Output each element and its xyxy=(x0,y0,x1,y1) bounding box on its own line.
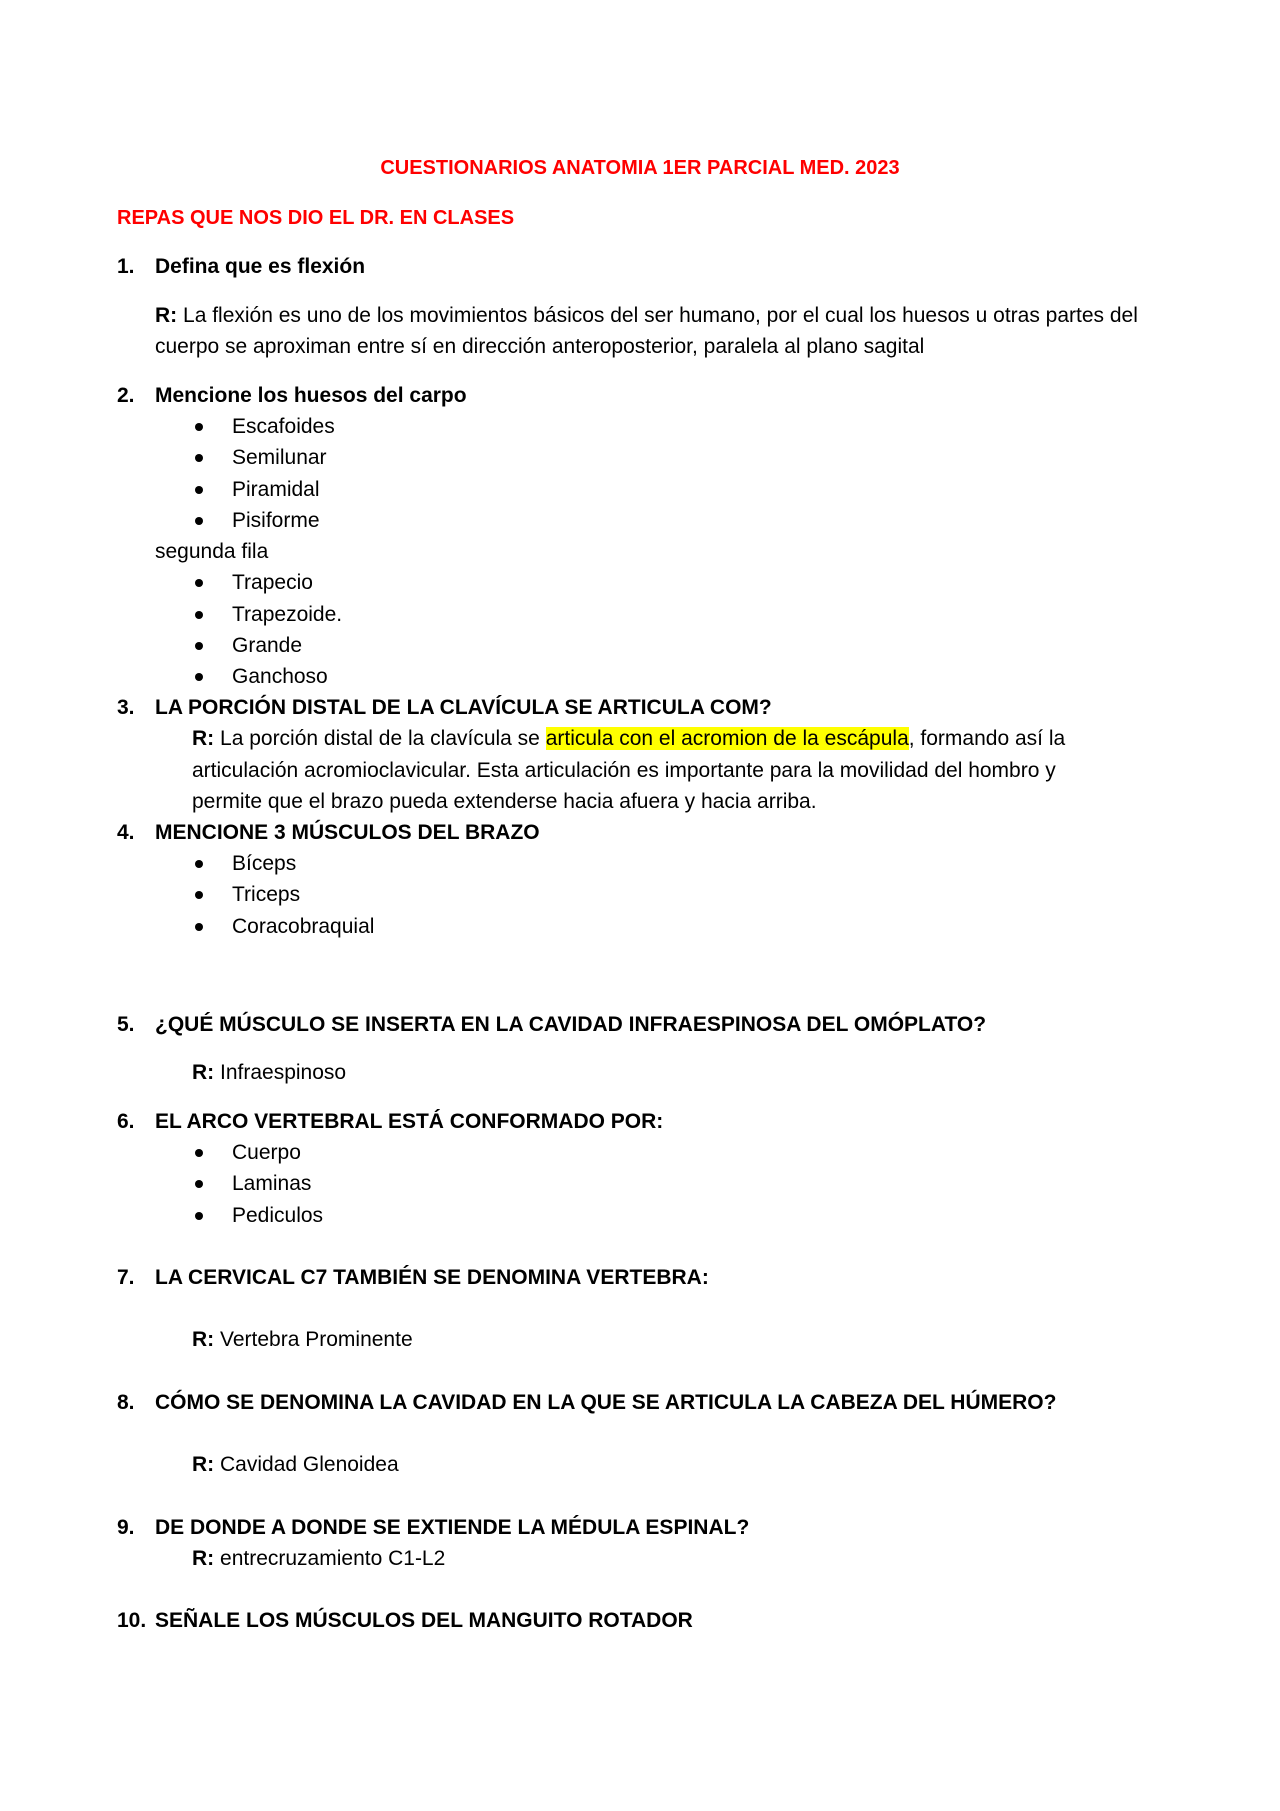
answer-3-line-1 xyxy=(192,725,1065,753)
list-item: Pediculos xyxy=(232,1204,324,1227)
question-number: 5. xyxy=(117,1013,135,1036)
answer-9 xyxy=(192,1545,445,1573)
document-title: CUESTIONARIOS ANATOMIA 1ER PARCIAL MED. 2023 xyxy=(380,157,900,179)
bullet-icon xyxy=(195,860,203,868)
question-number: 10. xyxy=(117,1609,147,1632)
bullet-icon xyxy=(195,579,203,587)
bullet-icon xyxy=(195,517,203,525)
bullet-icon xyxy=(195,1212,203,1220)
answer-text: La flexión es uno de los movimientos básicos del ser humano, por el cual los huesos u otras partes del xyxy=(183,304,1138,327)
answer-3-line-2: articulación acromioclavicular. Esta articulación es importante para la movilidad del hombro y xyxy=(192,759,1056,782)
bullet-icon xyxy=(195,891,203,899)
answer-7 xyxy=(192,1326,413,1354)
answer-prefix: R: xyxy=(192,1328,215,1351)
highlighted-text: articula con el acromion de la escápula xyxy=(545,727,909,750)
list-item: Triceps xyxy=(232,883,301,906)
answer-text: La porción distal de la clavícula se xyxy=(220,727,546,750)
question-2: Mencione los huesos del carpo xyxy=(155,384,467,407)
answer-prefix: R: xyxy=(155,304,178,327)
list-item: Piramidal xyxy=(232,478,320,501)
row-label: segunda fila xyxy=(155,540,269,563)
list-item: Grande xyxy=(232,634,303,657)
bullet-icon xyxy=(195,423,203,431)
answer-1-line-2: cuerpo se aproximan entre sí en dirección anteroposterior, paralela al plano sagital xyxy=(155,335,925,358)
document-subtitle: REPAS QUE NOS DIO EL DR. EN CLASES xyxy=(117,207,515,229)
list-item: Bíceps xyxy=(232,852,297,875)
bullet-icon xyxy=(195,1180,203,1188)
list-item: Escafoides xyxy=(232,415,335,438)
bullet-icon xyxy=(195,611,203,619)
bullet-icon xyxy=(195,673,203,681)
bullet-icon xyxy=(195,923,203,931)
answer-text: Vertebra Prominente xyxy=(220,1328,413,1351)
bullet-icon xyxy=(195,642,203,650)
question-number: 3. xyxy=(117,696,135,719)
question-8: CÓMO SE DENOMINA LA CAVIDAD EN LA QUE SE ARTICULA LA CABEZA DEL HÚMERO? xyxy=(155,1391,1057,1414)
question-6: EL ARCO VERTEBRAL ESTÁ CONFORMADO POR: xyxy=(155,1110,664,1133)
bullet-icon xyxy=(195,1149,203,1157)
answer-prefix: R: xyxy=(192,1061,215,1084)
answer-1-line-1 xyxy=(155,302,1138,330)
list-item: Ganchoso xyxy=(232,665,328,688)
list-item: Pisiforme xyxy=(232,509,320,532)
question-number: 2. xyxy=(117,384,135,407)
list-item: Cuerpo xyxy=(232,1141,301,1164)
list-item: Semilunar xyxy=(232,446,327,469)
question-3: LA PORCIÓN DISTAL DE LA CLAVÍCULA SE ARTICULA COM? xyxy=(155,696,772,719)
question-1: Defina que es flexión xyxy=(155,255,366,278)
answer-text: , formando así la xyxy=(908,727,1066,750)
question-number: 4. xyxy=(117,821,135,844)
list-item: Laminas xyxy=(232,1172,312,1195)
question-number: 8. xyxy=(117,1391,135,1414)
answer-prefix: R: xyxy=(192,1453,215,1476)
bullet-icon xyxy=(195,454,203,462)
answer-text: Cavidad Glenoidea xyxy=(220,1453,399,1476)
answer-5 xyxy=(192,1059,346,1087)
answer-text: Infraespinoso xyxy=(220,1061,347,1084)
list-item: Trapecio xyxy=(232,571,313,594)
question-9: DE DONDE A DONDE SE EXTIENDE LA MÉDULA ESPINAL? xyxy=(155,1516,750,1539)
question-number: 6. xyxy=(117,1110,135,1133)
question-7: LA CERVICAL C7 TAMBIÉN SE DENOMINA VERTEBRA: xyxy=(155,1266,709,1289)
question-number: 7. xyxy=(117,1266,135,1289)
question-10: SEÑALE LOS MÚSCULOS DEL MANGUITO ROTADOR xyxy=(155,1609,693,1632)
answer-prefix: R: xyxy=(192,1547,215,1570)
bullet-icon xyxy=(195,486,203,494)
question-4: MENCIONE 3 MÚSCULOS DEL BRAZO xyxy=(155,821,540,844)
question-5: ¿QUÉ MÚSCULO SE INSERTA EN LA CAVIDAD INFRAESPINOSA DEL OMÓPLATO? xyxy=(155,1013,987,1036)
list-item: Coracobraquial xyxy=(232,915,375,938)
answer-8 xyxy=(192,1451,399,1479)
question-number: 1. xyxy=(117,255,135,278)
answer-prefix: R: xyxy=(192,727,215,750)
answer-3-line-3: permite que el brazo pueda extenderse hacia afuera y hacia arriba. xyxy=(192,790,817,813)
list-item: Trapezoide. xyxy=(232,603,343,626)
question-number: 9. xyxy=(117,1516,135,1539)
answer-text: entrecruzamiento C1-L2 xyxy=(220,1547,446,1570)
